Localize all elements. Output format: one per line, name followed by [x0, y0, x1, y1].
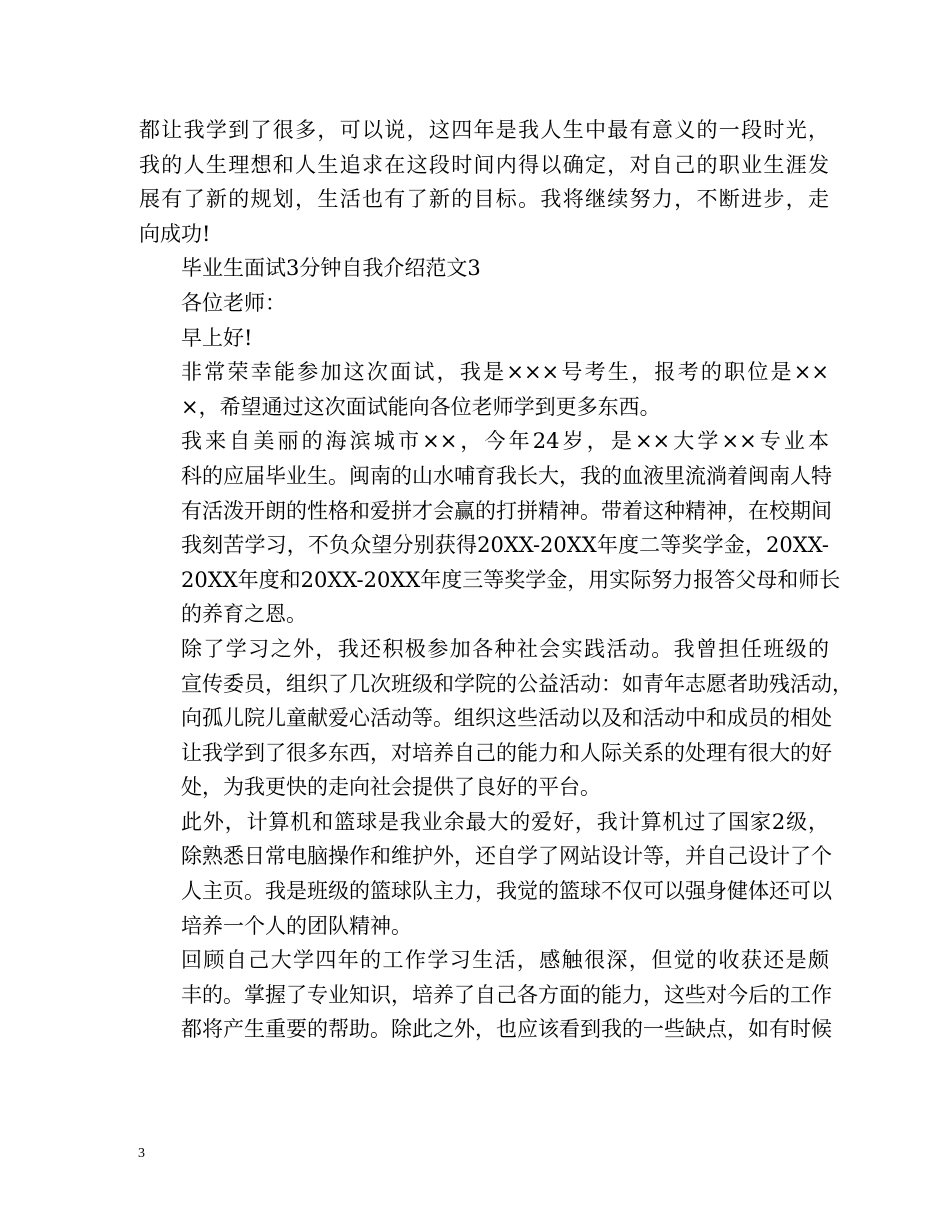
text-line: 除熟悉日常电脑操作和维护外，还自学了网站设计等，并自己设计了个: [181, 844, 832, 869]
paragraph: [139, 321, 829, 356]
text-line: 培养一个人的团队精神。: [181, 913, 412, 938]
text-line: 向孤儿院儿童献爱心活动等。组织这些活动以及和活动中和成员的相处: [181, 706, 832, 731]
text-line: 毕业生面试3分钟自我介绍范文3: [181, 256, 481, 281]
text-line: 非常荣幸能参加这次面试，我是×××号考生，报考的职位是××: [181, 360, 829, 385]
text-line: 有活泼开朗的性格和爱拼才会赢的打拼精神。带着这种精神，在校期间: [181, 498, 832, 523]
paragraph: [139, 251, 829, 286]
paragraph: [139, 632, 853, 805]
paragraph: [139, 943, 832, 1047]
page-number: 3: [138, 1146, 145, 1161]
text-line: 我的人生理想和人生追求在这段时间内得以确定，对自己的职业生涯发: [139, 152, 829, 177]
text-line: 此外，计算机和篮球是我业余最大的爱好，我计算机过了国家2级，: [181, 809, 829, 834]
text-line: 早上好!: [181, 325, 253, 350]
text-line: 科的应届毕业生。闽南的山水哺育我长大，我的血液里流淌着闽南人特: [181, 463, 832, 488]
text-line: 展有了新的规划，生活也有了新的目标。我将继续努力，不断进步，走: [139, 187, 829, 212]
text-line: 20XX年度和20XX-20XX年度三等奖学金，用实际努力报答父母和师长: [181, 567, 841, 592]
text-line: 的养育之恩。: [181, 602, 307, 627]
text-line: 我刻苦学习，不负众望分别获得20XX-20XX年度二等奖学金，20XX-: [181, 533, 829, 558]
paragraph: [139, 355, 829, 424]
text-line: 人主页。我是班级的篮球队主力，我觉的篮球不仅可以强身健体还可以: [181, 879, 832, 904]
paragraph: [139, 113, 829, 251]
text-line: 回顾自己大学四年的工作学习生活，感触很深，但觉的收获还是颇: [181, 948, 829, 973]
text-line: 都让我学到了很多，可以说，这四年是我人生中最有意义的一段时光，: [139, 118, 829, 142]
text-line: 丰的。掌握了专业知识，培养了自己各方面的能力，这些对今后的工作: [181, 982, 832, 1007]
document-body: [139, 113, 853, 1047]
text-line: 我来自美丽的海滨城市××，今年24岁，是××大学××专业本: [181, 429, 829, 454]
text-line: 宣传委员，组织了几次班级和学院的公益活动：如青年志愿者助残活动，: [181, 671, 853, 696]
text-line: 让我学到了很多东西，对培养自己的能力和人际关系的处理有很大的好: [181, 740, 832, 765]
text-line: 各位老师：: [181, 290, 286, 315]
text-line: ×，希望通过这次面试能向各位老师学到更多东西。: [181, 394, 661, 419]
text-line: 除了学习之外，我还积极参加各种社会实践活动。我曾担任班级的: [181, 636, 829, 661]
paragraph: [139, 424, 841, 632]
text-line: 向成功!: [139, 221, 211, 246]
text-line: 都将产生重要的帮助。除此之外，也应该看到我的一些缺点，如有时候: [181, 1017, 832, 1042]
paragraph: [139, 286, 829, 321]
text-line: 处，为我更快的走向社会提供了良好的平台。: [181, 775, 601, 800]
paragraph: [139, 805, 832, 943]
